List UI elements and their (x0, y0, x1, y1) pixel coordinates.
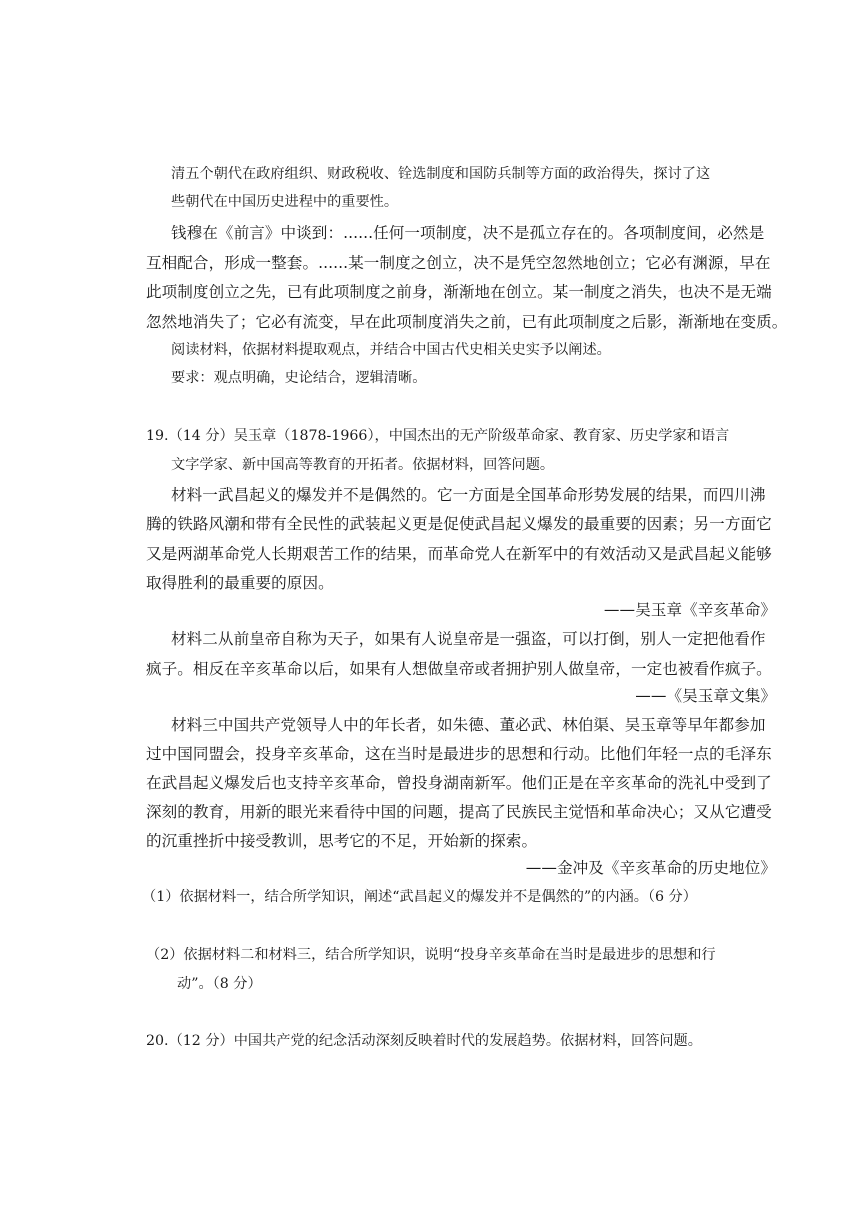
text-line: 腾的铁路风潮和带有全民性的武装起义更是促使武昌起义爆发的最重要的因素；另一方面它 (146, 515, 772, 533)
text-line: 清五个朝代在政府组织、财政税收、铨选制度和国防兵制等方面的政治得失，探讨了这 (171, 166, 711, 182)
text-line: 忽然地消失了；它必有流变，早在此项制度消失之前，已有此项制度之后影，渐渐地在变质。 (146, 313, 788, 331)
text-line: 些朝代在中国历史进程中的重要性。 (171, 194, 399, 210)
source-citation: ——金冲及《辛亥革命的历史地位》 (525, 859, 776, 877)
sub-question-2: （2）依据材料二和材料三，结合所学知识，说明“投身辛亥革命在当时是最进步的思想和行 (146, 947, 716, 963)
text-line: 文字学家、新中国高等教育的开拓者。依据材料，回答问题。 (171, 457, 555, 473)
text-line: 又是两湖革命党人长期艰苦工作的结果，而革命党人在新军中的有效活动又是武昌起义能够 (146, 545, 772, 563)
text-line: 阅读材料，依据材料提取观点，并结合中国古代史相关史实予以阐述。 (171, 342, 611, 358)
text-line: 钱穆在《前言》中谈到：......任何一项制度，决不是孤立存在的。各项制度间，必然是 (171, 224, 765, 242)
text-line: 动”。（8 分） (177, 976, 262, 992)
source-citation: ——《吴玉章文集》 (635, 687, 776, 705)
text-line: 深刻的教育，用新的眼光来看待中国的问题，提高了民族民主觉悟和革命决心；又从它遭受 (146, 803, 772, 821)
text-line: 的沉重挫折中接受教训，思考它的不足，开始新的探索。 (146, 832, 538, 850)
text-line: 在武昌起义爆发后也支持辛亥革命，曾投身湖南新军。他们正是在辛亥革命的洗礼中受到了 (146, 774, 772, 792)
text-line: 此项制度创立之先，已有此项制度之前身，渐渐地在创立。某一制度之消失，也决不是无端 (146, 283, 772, 301)
question-20-heading: 20.（12 分）中国共产党的纪念活动深刻反映着时代的发展趋势。依据材料，回答问题。 (146, 1033, 702, 1049)
material-2: 材料二从前皇帝自称为天子，如果有人说皇帝是一强盗，可以打倒，别人一定把他看作 (171, 630, 766, 648)
text-line: 取得胜利的最重要的原因。 (146, 574, 334, 592)
sub-question-1: （1）依据材料一，结合所学知识，阐述“武昌起义的爆发并不是偶然的”的内涵。（6 分） (142, 889, 697, 905)
text-line: 要求：观点明确，史论结合，逻辑清晰。 (171, 370, 427, 386)
material-1: 材料一武昌起义的爆发并不是偶然的。它一方面是全国革命形势发展的结果，而四川沸 (171, 486, 766, 504)
text-line: 互相配合，形成一整套。......某一制度之创立，决不是凭空忽然地创立；它必有渊源，早在 (146, 254, 771, 272)
material-3: 材料三中国共产党领导人中的年长者，如朱德、董必武、林伯渠、吴玉章等早年都参加 (171, 716, 766, 734)
question-19-heading: 19.（14 分）吴玉章（1878-1966），中国杰出的无产阶级革命家、教育家、历史学家和语言 (146, 428, 730, 444)
text-line: 疯子。相反在辛亥革命以后，如果有人想做皇帝或者拥护别人做皇帝，一定也被看作疯子。 (146, 660, 772, 678)
source-citation: ——吴玉章《辛亥革命》 (603, 601, 776, 619)
text-line: 过中国同盟会，投身辛亥革命，这在当时是最进步的思想和行动。比他们年轻一点的毛泽东 (146, 745, 772, 763)
